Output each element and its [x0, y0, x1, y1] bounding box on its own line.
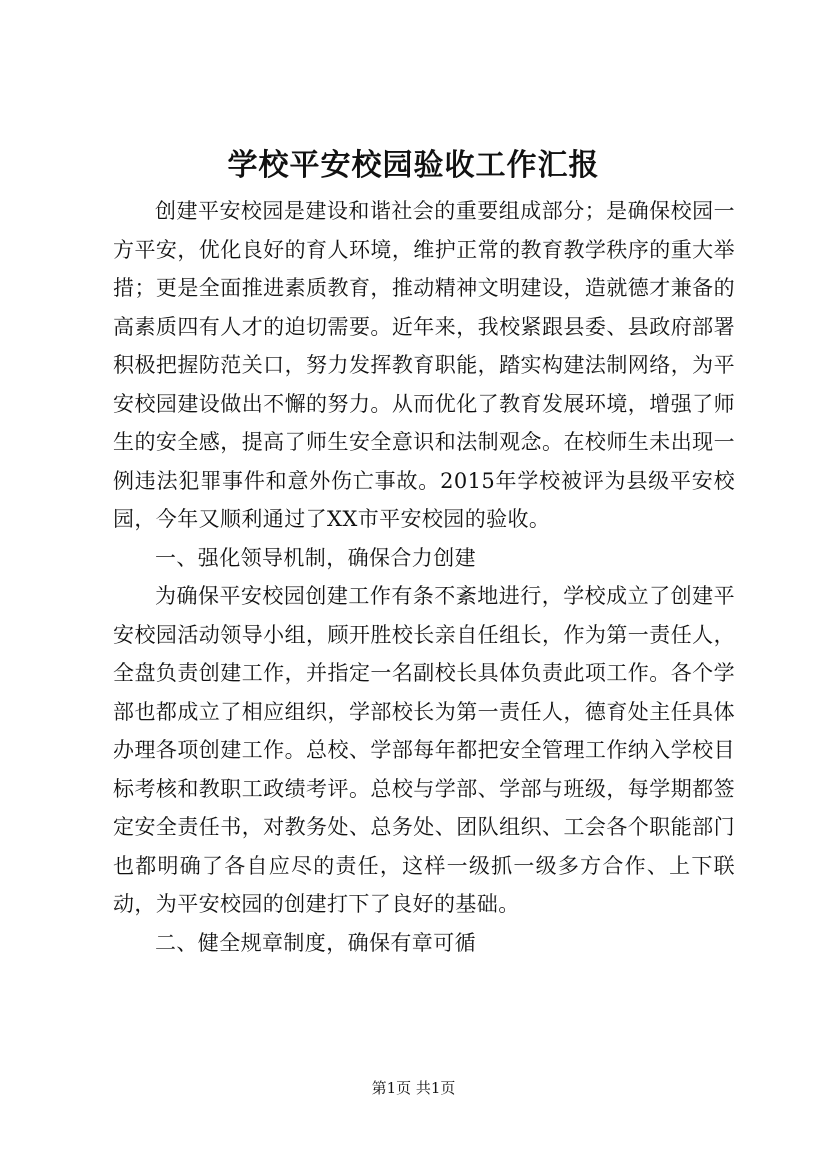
section-heading-2: 二、健全规章制度，确保有章可循 [155, 930, 476, 955]
paragraph-intro: 创建平安校园是建设和谐社会的重要组成部分；是确保校园一方平安，优化良好的育人环境，维护正常的教育教学秩序的重大举措；更是全面推进素质教育，推动精神文明建设，造就德才兼备的高素质四有人才的迫切需要。近年来，我校紧跟县委、县政府部署积极把握防范关口，努力发挥教育职能，踏实构建法制网络，为平安校园建设做出不懈的努力。从而优化了教育发展环境，增强了师生的安全感，提高了师生安全意识和法制观念。在校师生未出现一例违法犯罪事件和意外伤亡事故。2015年学校被评为县级平安校园，今年又顺利通过了XX市平安校园的验收。 [113, 199, 735, 531]
paragraph-section-1: 为确保平安校园创建工作有条不紊地进行，学校成立了创建平安校园活动领导小组，顾开胜校长亲自任组长，作为第一责任人，全盘负责创建工作，并指定一名副校长具体负责此项工作。各个学部也都成立了相应组织，学部校长为第一责任人，德育处主任具体办理各项创建工作。总校、学部每年都把安全管理工作纳入学校目标考核和教职工政绩考评。总校与学部、学部与班级，每学期都签定安全责任书，对教务处、总务处、团队组织、工会各个职能部门也都明确了各自应尽的责任，这样一级抓一级多方合作、上下联动，为平安校园的创建打下了良好的基础。 [113, 584, 735, 916]
page-title: 学校平安校园验收工作汇报 [227, 148, 600, 183]
document-body [113, 192, 735, 962]
page-footer: 第1页 共1页 [371, 1079, 456, 1097]
section-heading-1: 一、强化领导机制，确保合力创建 [155, 545, 476, 570]
